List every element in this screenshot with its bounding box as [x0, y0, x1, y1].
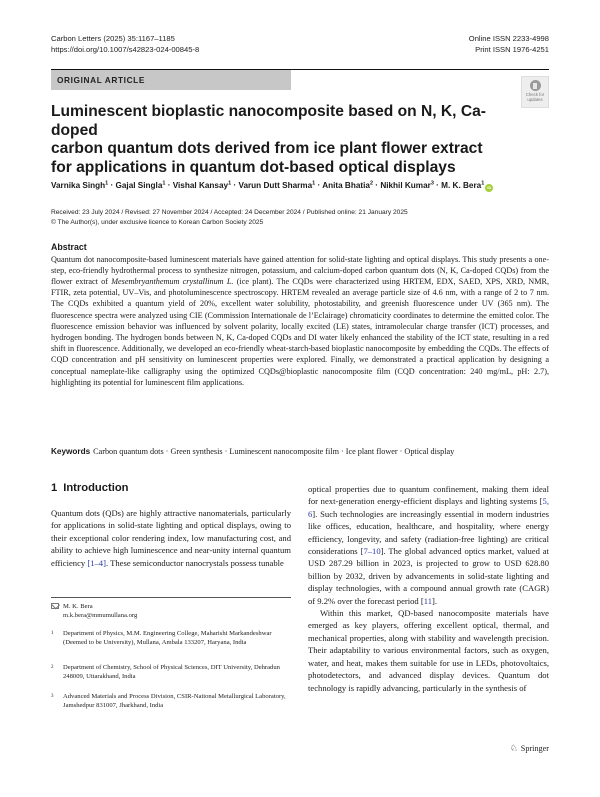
author[interactable]: Nikhil Kumar$^3$ [380, 180, 434, 190]
author[interactable]: Varnika Singh$^1$ [51, 180, 109, 190]
journal-header-right [469, 33, 549, 55]
history-dates: Received: 23 July 2024 / Revised: 27 November 2024 / Accepted: 24 December 2024 / Published online: 21 January 2025 [51, 209, 408, 216]
author[interactable]: Varun Dutt Sharma$^1$ [238, 180, 316, 190]
author[interactable]: Anita Bhatia$^2$ [322, 180, 374, 190]
section-heading-introduction: 1 Introduction [51, 482, 129, 494]
author[interactable]: M. K. Bera$^1$ [441, 180, 485, 190]
article-title: Luminescent bioplastic nanocomposite based on N, K, Ca-doped carbon quantum dots derived from ice plant flower extract for applications in quantum dot-based optical displays [51, 103, 486, 176]
journal-citation: Carbon Letters (2025) 35:1167–1185 [51, 34, 175, 43]
copyright-notice: © The Author(s), under exclusive licence to Korean Carbon Society 2025 [51, 219, 264, 226]
bookmark-icon [530, 80, 541, 91]
article-type-label: ORIGINAL ARTICLE [51, 70, 291, 90]
springer-horse-icon: ♘ [509, 743, 518, 753]
corresponding-author [51, 602, 291, 620]
abstract-heading: Abstract [51, 242, 87, 252]
publication-history [51, 208, 551, 228]
author-list: Varnika Singh$^1$ · Gajal Singla$^1$ · Vishal Kansay$^1$ · Varun Dutt Sharma$^1$ · Anita Bhatia$^2$ · Nikhil Kumar$^3$ · M. K. Bera$^1$iD [51, 180, 492, 190]
corresponding-email[interactable]: m.k.bera@mmumullana.org [63, 612, 138, 620]
publisher-logo: ♘ Springer [509, 743, 549, 753]
body-column-left: Quantum dots (QDs) are highly attractive nanomaterials, particularly for applications in solid-state lighting and optical displays, owing to their exceptional color rendering index, low manufacturing cost, and ability to achieve high luminescence and near-unity internal quantum efficiency [1–4]. These semiconductor nanocrystals possess tunable [51, 508, 291, 568]
doi-link[interactable]: https://doi.org/10.1007/s42823-024-00845-8 [51, 45, 200, 54]
author[interactable]: Vishal Kansay$^1$ [172, 180, 232, 190]
citation-link[interactable]: 5, 6 [308, 496, 549, 519]
print-issn: Print ISSN 1976-4251 [475, 45, 549, 54]
footnote-rule [51, 597, 291, 598]
orcid-icon[interactable]: iD [487, 184, 492, 190]
abstract-text: Quantum dot nanocomposite-based luminescent materials have gained attention for solid-state lighting and optical displays. This study presents a one-step, eco-friendly hydrothermal process to synthesize nitrogen, potassium, and calcium-doped carbon quantum dots (N, K, Ca-doped CQDs) from the flower extract of Mesembryanthemum crystallinum L. (ice plant). The CQDs were characterized using HRTEM, EDX, SAED, XPS, XRD, NMR, FTIR, zeta potential, UV–Vis, and photoluminescence spectroscopy. HRTEM revealed an average particle size of 4.6 nm, with a range of 2 to 7 nm. The CQDs exhibited a quantum yield of 20%, excellent water solubility, photostability, and greenish fluorescence under UV (365 nm). The fluorescence spectra were analyzed using CIE (Commission Internationale de l’Eclairage) chromaticity coordinates to determine the emitted color. The fluorescence emission behavior was influenced by solvent polarity, locally excited (LE) states, intramolecular charge transfer (ICT) processes, and hydrogen bonding. The hydrogen bonds between N, K, Ca-doped CQDs and DI water likely enhanced the stability of the ICT state, resulting in a red shift in fluorescence. Additionally, we developed an eco-friendly wheat-starch-based bioplastic nanocomposite by embedding the CQDs. The effects of CQD concentration and pH sensitivity on luminescent properties were explored. Finally, we demonstrated a practical application by designing a conceptual nameplate-like calligraphy using the optimized CQDs@bioplastic nanocomposite film (CQD concentration: 240 mg/mL, pH: 2.7), highlighting its potential for luminescent film applications. [51, 254, 550, 387]
species-name: Mesembryanthemum crystallinum L. [111, 276, 234, 286]
citation-link[interactable]: 11 [423, 595, 433, 606]
envelope-icon [51, 603, 59, 609]
affiliation-2: 2 Department of Chemistry, School of Physical Sciences, DIT University, Dehradun 248009, Uttarakhand, India [51, 664, 280, 681]
affiliation-3: 3 Advanced Materials and Process Division, CSIR-National Metallurgical Laboratory, Jamshedpur 831007, Jharkhand, India [51, 693, 286, 710]
online-issn: Online ISSN 2233-4998 [468, 34, 549, 43]
author[interactable]: Gajal Singla$^1$ [115, 180, 166, 190]
keywords-heading: Keywords [51, 447, 91, 456]
check-for-updates-button[interactable]: Check for updates [521, 76, 549, 108]
citation-link[interactable]: 7–10 [363, 546, 381, 557]
body-column-right: optical properties due to quantum confinement, making them ideal for next-generation energy-efficient displays and lighting systems [5, 6]. Such technologies are increasingly essential in modern industries like offices, education, healthcare, and hospitality, where energy efficiency, longevity, and safety (radiation-free lighting) are critical considerations [7–10]. The global advanced optics market, valued at USD 287.29 billion in 2023, is projected to grow to USD 628.80 billion by 2032, driven by advancements in solid-state lighting and display technologies, with a compound annual growth rate (CAGR) of 9.2% over the forecast period [11]. Within this market, QD-based nanocomposite materials have emerged as key players, offering excellent optical, thermal, and mechanical properties, along with stability and wavelength precision. Their adaptability to various environmental factors, such as oxygen, water, and heat, makes them suitable for use in LEDs, photovoltaics, photodetectors, and advanced display devices. Quantum dot technology is rapidly advancing, particularly in the synthesis of [308, 484, 550, 693]
affiliation-1: 1 Department of Physics, M.M. Engineering College, Maharishi Markandeshwar (Deemed to be University), Mullana, Ambala 133207, Haryana, India [51, 630, 272, 647]
corresponding-name: M. K. Bera [63, 603, 93, 610]
keywords-list: Carbon quantum dots · Green synthesis · Luminescent nanocomposite film · Ice plant flower · Optical display [93, 447, 455, 456]
citation-link[interactable]: [1–4] [87, 557, 106, 568]
keywords [51, 446, 549, 457]
journal-header-left [51, 33, 199, 55]
